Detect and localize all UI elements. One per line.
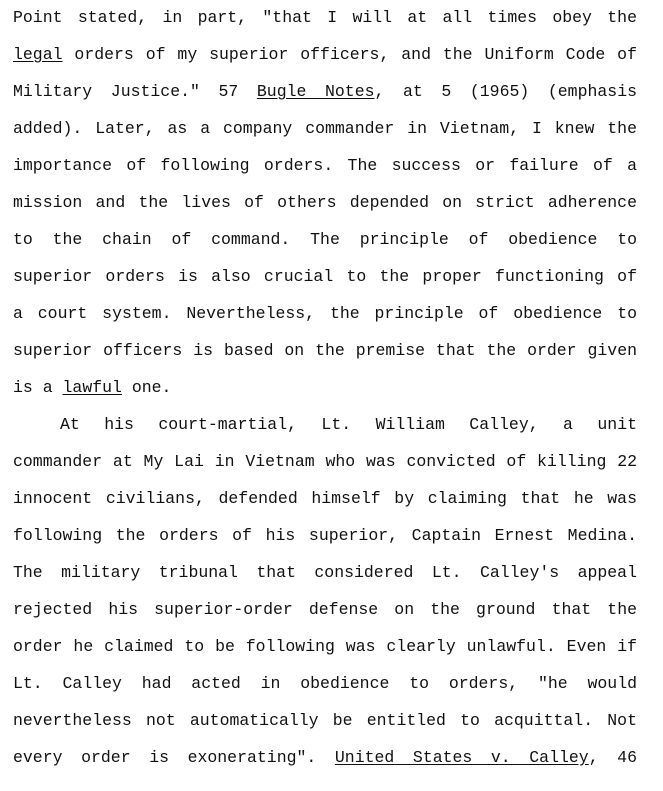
text-line: following the orders of his superior, Captain Ernest Medina. [13, 526, 637, 545]
citation-title: Bugle Notes [256, 82, 375, 101]
text-line: superior officers is based on the premise that the order given [13, 341, 637, 360]
underlined-emphasis: legal [13, 45, 63, 64]
text-line: The military tribunal that considered Lt. Calley's appeal [13, 563, 637, 582]
underlined-emphasis: lawful [62, 378, 122, 397]
text-line: a court system. Nevertheless, the principle of obedience to [13, 304, 637, 323]
text-line: order he claimed to be following was clearly unlawful. Even if [13, 637, 637, 656]
text-line: superior orders is also crucial to the proper functioning of [13, 267, 637, 286]
text-line: mission and the lives of others depended on strict adherence [13, 193, 637, 212]
text-line: Lt. Calley had acted in obedience to orders, "he would [13, 674, 637, 693]
text-line: nevertheless not automatically be entitled to acquittal. Not [13, 711, 637, 730]
text-line: every order is exonerating". United States v. Calley, 46 [13, 748, 637, 767]
text-line: At his court-martial, Lt. William Calley, a unit [60, 415, 637, 434]
case-citation: United States v. Calley [334, 748, 589, 767]
text-line: innocent civilians, defended himself by claiming that he was [13, 489, 637, 508]
text-line: Point stated, in part, "that I will at all times obey the [13, 8, 637, 27]
text-line: to the chain of command. The principle of obedience to [13, 230, 637, 249]
text-line: legal orders of my superior officers, and the Uniform Code of [13, 45, 637, 64]
text-line: importance of following orders. The success or failure of a [13, 156, 637, 175]
text-line: added). Later, as a company commander in Vietnam, I knew the [13, 119, 637, 138]
text-line: Military Justice." 57 Bugle Notes, at 5 (1965) (emphasis [13, 82, 637, 101]
text-line: commander at My Lai in Vietnam who was convicted of killing 22 [13, 452, 637, 471]
text-line: is a lawful one. [13, 378, 172, 397]
text-line: rejected his superior-order defense on the ground that the [13, 600, 637, 619]
